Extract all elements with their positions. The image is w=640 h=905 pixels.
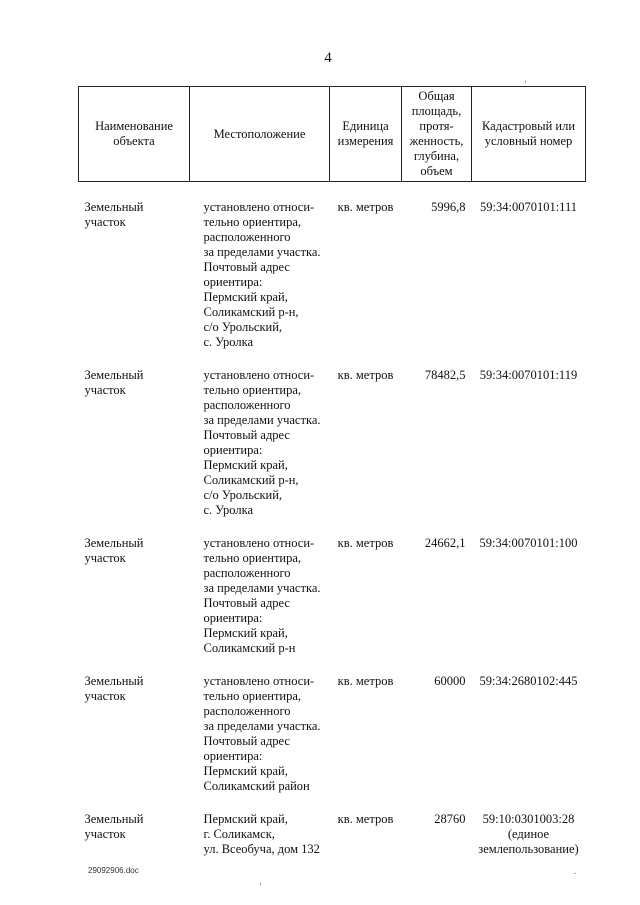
object-unit: кв. метров (337, 674, 394, 688)
object-cadastral-number: 59:34:0070101:111 (480, 200, 577, 214)
object-area: 78482,5 (424, 368, 466, 382)
table-row (79, 368, 586, 536)
object-area: 24662,1 (424, 536, 466, 550)
object-unit: кв. метров (337, 368, 394, 382)
header-name: Наименование объекта (79, 87, 190, 182)
object-cadastral-number: 59:34:0070101:100 (479, 536, 578, 550)
page-number: 4 (324, 50, 332, 66)
object-name: Земельный участок (84, 674, 144, 703)
header-location: Местоположение (190, 87, 330, 182)
object-area: 28760 (434, 812, 466, 826)
object-location: установлено относи- тельно ориентира, расположенного за пределами участка. Почтовый адрес ориентира: Пермский край, Соликамский р-н, с/о Урольский, с. Уролка (203, 200, 321, 349)
table-row (79, 674, 586, 812)
object-name: Земельный участок (84, 812, 144, 841)
document-filename: 29092906.doc (88, 866, 139, 875)
table-header-row (79, 87, 586, 182)
object-unit: кв. метров (337, 536, 394, 550)
object-unit: кв. метров (337, 812, 394, 826)
header-cadastral: Кадастровый или условный номер (472, 87, 586, 182)
object-unit: кв. метров (337, 200, 394, 214)
object-area: 5996,8 (431, 200, 466, 214)
table-row (79, 200, 586, 368)
table-row (79, 536, 586, 674)
object-location: установлено относи- тельно ориентира, расположенного за пределами участка. Почтовый адрес ориентира: Пермский край, Соликамский район (203, 674, 321, 793)
object-name: Земельный участок (84, 200, 144, 229)
property-table (78, 86, 586, 875)
scan-mark: . (574, 866, 577, 876)
table-row (79, 812, 586, 875)
object-name: Земельный участок (84, 536, 144, 565)
object-name: Земельный участок (84, 368, 144, 397)
object-cadastral-number: 59:34:0070101:119 (479, 368, 578, 382)
object-area: 60000 (434, 674, 466, 688)
header-area: Общая площадь, протя-женность, глубина, объем (402, 87, 472, 182)
object-cadastral-number: 59:34:2680102:445 (479, 674, 578, 688)
scan-mark: ‚ (259, 876, 262, 886)
object-location: установлено относи- тельно ориентира, расположенного за пределами участка. Почтовый адрес ориентира: Пермский край, Соликамский р-н, с/о Урольский, с. Уролка (203, 368, 321, 517)
object-location: Пермский край, г. Соликамск, ул. Всеобуча, дом 132 (203, 812, 320, 856)
object-cadastral-number: 59:10:0301003:28 (единое землепользование) (478, 812, 579, 856)
object-location: установлено относи- тельно ориентира, расположенного за пределами участка. Почтовый адрес ориентира: Пермский край, Соликамский р-н (203, 536, 321, 655)
header-unit: Единица измерения (330, 87, 402, 182)
scan-mark: ‚ (524, 74, 527, 84)
